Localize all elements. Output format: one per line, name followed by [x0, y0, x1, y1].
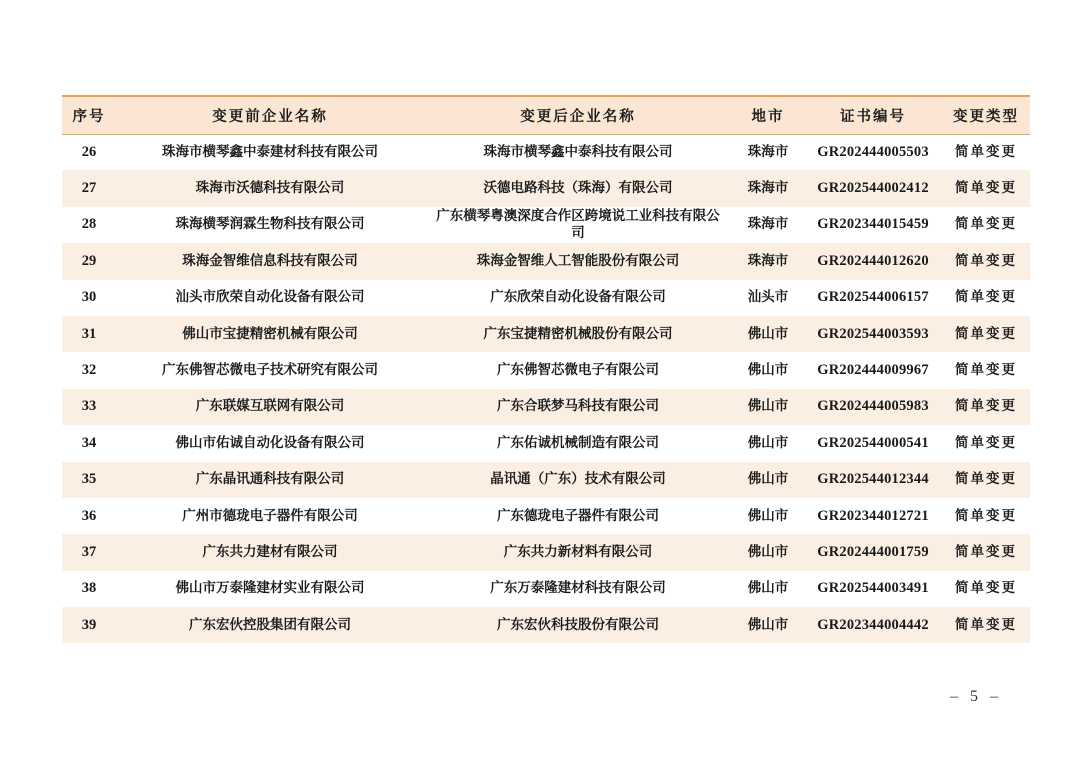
table-row [62, 352, 1030, 388]
cell-change-type: 简单变更 [955, 434, 1017, 451]
cell-change-type: 简单变更 [955, 543, 1017, 560]
table-row [62, 571, 1030, 607]
cell-change-type: 简单变更 [955, 507, 1017, 524]
cell-change-type: 简单变更 [955, 180, 1017, 197]
cell-city: 佛山市 [747, 616, 789, 633]
table-row [62, 280, 1030, 316]
table-row [62, 243, 1030, 279]
cell-cert-no: GR202544000541 [817, 434, 929, 451]
cell-seq: 31 [81, 325, 97, 342]
cell-cert-no: GR202444005503 [817, 143, 929, 160]
cell-change-type: 简单变更 [955, 325, 1017, 342]
cell-name-before: 佛山市万泰隆建材实业有限公司 [175, 580, 365, 597]
table-row [62, 425, 1030, 461]
cell-cert-no: GR202344004442 [817, 616, 929, 633]
cell-change-type: 简单变更 [955, 580, 1017, 597]
cell-seq: 37 [81, 543, 97, 560]
table-row [62, 170, 1030, 206]
cell-name-after: 沃德电路科技（珠海）有限公司 [483, 180, 673, 197]
table-row [62, 389, 1030, 425]
cell-change-type: 简单变更 [955, 616, 1017, 633]
cell-name-after: 广东宝捷精密机械股份有限公司 [483, 325, 673, 342]
cell-seq: 33 [81, 398, 97, 415]
cell-seq: 39 [81, 616, 97, 633]
header-name-after: 变更后企业名称 [424, 96, 732, 134]
cell-name-after: 广东横琴粤澳深度合作区跨境说工业科技有限公司 [436, 207, 720, 241]
cell-name-before: 广东晶讯通科技有限公司 [195, 471, 345, 488]
cell-city: 佛山市 [747, 507, 789, 524]
cell-cert-no: GR202344012721 [817, 507, 929, 524]
cell-change-type: 简单变更 [955, 362, 1017, 379]
cell-seq: 29 [81, 252, 97, 269]
cell-change-type: 简单变更 [955, 289, 1017, 306]
cell-name-after: 广东佑诚机械制造有限公司 [497, 434, 659, 451]
cell-city: 佛山市 [747, 543, 789, 560]
cell-name-before: 广东联媒互联网有限公司 [195, 398, 345, 415]
cell-seq: 30 [81, 289, 97, 306]
cell-name-after: 珠海市横琴鑫中泰科技有限公司 [483, 143, 673, 160]
cell-city: 汕头市 [747, 289, 789, 306]
cell-name-before: 珠海横琴润霖生物科技有限公司 [175, 216, 365, 233]
cell-cert-no: GR202544002412 [817, 180, 929, 197]
cell-name-after: 珠海金智维人工智能股份有限公司 [476, 252, 680, 269]
cell-name-before: 佛山市佑诚自动化设备有限公司 [175, 434, 365, 451]
cell-cert-no: GR202544003491 [817, 580, 929, 597]
cell-name-after: 广东共力新材料有限公司 [503, 543, 653, 560]
table-row [62, 462, 1030, 498]
cell-seq: 26 [81, 143, 97, 160]
header-seq: 序号 [62, 96, 116, 134]
cell-name-after: 广东宏伙科技股份有限公司 [497, 616, 659, 633]
cell-change-type: 简单变更 [955, 143, 1017, 160]
cell-city: 珠海市 [747, 180, 789, 197]
cell-change-type: 简单变更 [955, 252, 1017, 269]
cell-name-after: 晶讯通（广东）技术有限公司 [490, 471, 666, 488]
cell-name-after: 广东佛智芯微电子有限公司 [497, 362, 659, 379]
cell-change-type: 简单变更 [955, 471, 1017, 488]
cell-cert-no: GR202544003593 [817, 325, 929, 342]
table-row [62, 316, 1030, 352]
cell-seq: 32 [81, 362, 97, 379]
table-row [62, 534, 1030, 570]
cell-name-after: 广东欣荣自动化设备有限公司 [490, 289, 666, 306]
header-change-type: 变更类型 [942, 96, 1030, 134]
cell-seq: 28 [81, 216, 97, 233]
cell-cert-no: GR202444009967 [817, 362, 929, 379]
enterprise-change-table-container [62, 95, 1030, 643]
cell-cert-no: GR202544012344 [817, 471, 929, 488]
cell-city: 佛山市 [747, 325, 789, 342]
cell-city: 佛山市 [747, 471, 789, 488]
table-row [62, 134, 1030, 170]
enterprise-change-table [62, 95, 1030, 643]
header-cert-no: 证书编号 [804, 96, 942, 134]
cell-city: 佛山市 [747, 362, 789, 379]
page-number: – 5 – [950, 688, 1002, 705]
cell-seq: 38 [81, 580, 97, 597]
cell-city: 珠海市 [747, 143, 789, 160]
cell-name-before: 广东共力建材有限公司 [202, 543, 338, 560]
table-body [62, 134, 1030, 643]
cell-name-after: 广东德珑电子器件有限公司 [497, 507, 659, 524]
cell-seq: 36 [81, 507, 97, 524]
cell-name-before: 汕头市欣荣自动化设备有限公司 [175, 289, 365, 306]
cell-change-type: 简单变更 [955, 216, 1017, 233]
cell-seq: 34 [81, 434, 97, 451]
cell-name-before: 广州市德珑电子器件有限公司 [182, 507, 358, 524]
cell-cert-no: GR202444005983 [817, 398, 929, 415]
table-row [62, 607, 1030, 643]
cell-city: 佛山市 [747, 580, 789, 597]
cell-cert-no: GR202444001759 [817, 543, 929, 560]
header-city: 地市 [732, 96, 804, 134]
cell-cert-no: GR202544006157 [817, 289, 929, 306]
cell-name-before: 佛山市宝捷精密机械有限公司 [182, 325, 358, 342]
cell-change-type: 简单变更 [955, 398, 1017, 415]
table-header [62, 96, 1030, 134]
cell-name-before: 珠海金智维信息科技有限公司 [182, 252, 358, 269]
cell-name-before: 广东佛智芯微电子技术研究有限公司 [162, 362, 378, 379]
cell-city: 珠海市 [747, 252, 789, 269]
cell-name-before: 广东宏伙控股集团有限公司 [189, 616, 351, 633]
table-header-row [62, 96, 1030, 134]
cell-city: 珠海市 [747, 216, 789, 233]
header-name-before: 变更前企业名称 [116, 96, 424, 134]
table-row [62, 207, 1030, 243]
cell-name-after: 广东合联梦马科技有限公司 [497, 398, 659, 415]
cell-cert-no: GR202444012620 [817, 252, 929, 269]
cell-name-after: 广东万泰隆建材科技有限公司 [490, 580, 666, 597]
table-row [62, 498, 1030, 534]
cell-city: 佛山市 [747, 434, 789, 451]
cell-seq: 35 [81, 471, 97, 488]
cell-city: 佛山市 [747, 398, 789, 415]
cell-name-before: 珠海市横琴鑫中泰建材科技有限公司 [162, 143, 378, 160]
cell-seq: 27 [81, 180, 97, 197]
cell-cert-no: GR202344015459 [817, 216, 929, 233]
cell-name-before: 珠海市沃德科技有限公司 [195, 180, 345, 197]
